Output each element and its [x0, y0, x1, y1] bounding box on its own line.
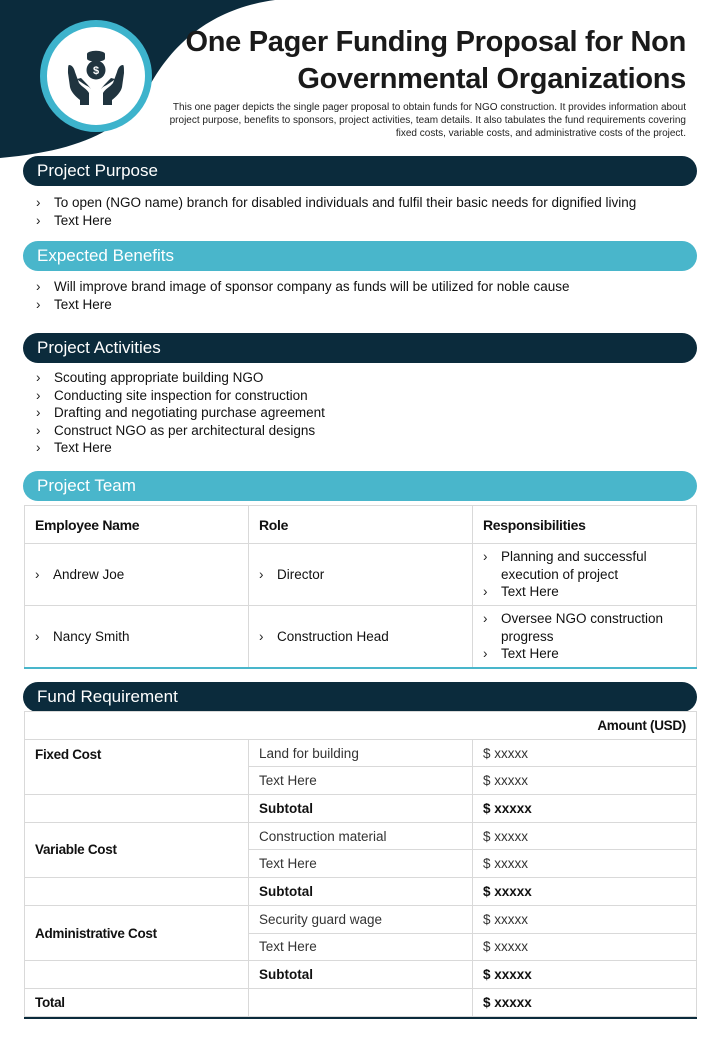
project-activities-list [36, 369, 325, 457]
cost-item-label: Construction material [249, 822, 473, 850]
table-row [25, 822, 697, 850]
cost-group-label: Administrative Cost [25, 905, 249, 960]
chevron-right-icon: › [483, 646, 488, 662]
chevron-right-icon: › [36, 370, 41, 385]
subtotal-row [25, 961, 697, 989]
list-item: › Scouting appropriate building NGO [36, 370, 264, 385]
total-row [25, 988, 697, 1016]
project-team-table [24, 505, 697, 668]
subtotal-row [25, 795, 697, 823]
cost-item-amount: $ xxxxx [473, 767, 697, 795]
table-row [25, 544, 697, 606]
cost-item-label: Land for building [249, 739, 473, 767]
expected-benefits-list [36, 278, 570, 313]
cost-item-amount: $ xxxxx [473, 905, 697, 933]
chevron-right-icon: › [36, 279, 41, 294]
team-table-bottom-rule [24, 667, 697, 669]
cost-item-label: Text Here [249, 850, 473, 878]
cost-item-label: Text Here [249, 767, 473, 795]
cost-group-label: Variable Cost [25, 822, 249, 877]
column-header: Role [249, 506, 473, 544]
hands-holding-coins-icon [65, 45, 127, 107]
project-team-heading: Project Team [23, 471, 697, 501]
employee-name: Nancy Smith [53, 629, 130, 644]
cost-item-label: Text Here [249, 933, 473, 961]
list-item: › Text Here [36, 440, 112, 455]
chevron-right-icon: › [259, 629, 264, 644]
page-title: One Pager Funding Proposal for Non Governmental Organizations [185, 26, 686, 95]
chevron-right-icon: › [36, 387, 41, 403]
project-activities-heading: Project Activities [23, 333, 697, 363]
page-description: This one pager depicts the single pager proposal to obtain funds for NGO construction. It provides information about project purpose, benefits to sponsors, project activities, team details. It also tabulates the fund requirements covering fixed costs, variable costs, and administrative costs of the project. [169, 102, 686, 139]
chevron-right-icon: › [36, 296, 41, 312]
subtotal-amount: $ xxxxx [473, 795, 697, 823]
employee-name: Andrew Joe [53, 567, 125, 582]
responsibilities-cell: › Planning and successful execution of project › Text Here [473, 544, 697, 606]
list-item: › Construct NGO as per architectural designs [36, 422, 316, 438]
chevron-right-icon: › [36, 212, 41, 228]
table-row [25, 905, 697, 933]
subtotal-amount: $ xxxxx [473, 961, 697, 989]
table-row [25, 606, 697, 668]
subtotal-row [25, 878, 697, 906]
project-purpose-list [36, 194, 636, 229]
fund-requirement-table [24, 711, 697, 1017]
total-label: Total [25, 988, 249, 1016]
cost-item-amount: $ xxxxx [473, 822, 697, 850]
cost-item-amount: $ xxxxx [473, 739, 697, 767]
logo-badge [40, 20, 152, 132]
column-header: Responsibilities [473, 506, 697, 544]
list-item: › Drafting and negotiating purchase agreement [36, 405, 325, 420]
list-item: › Text Here [36, 212, 112, 228]
chevron-right-icon: › [35, 629, 40, 644]
table-header-row [25, 506, 697, 544]
svg-text:$: $ [92, 65, 100, 77]
amount-column-header: Amount (USD) [25, 712, 697, 740]
cost-item-amount: $ xxxxx [473, 850, 697, 878]
chevron-right-icon: › [35, 567, 40, 582]
fund-table-bottom-rule [24, 1017, 697, 1019]
cost-group-label: Fixed Cost [25, 739, 249, 794]
chevron-right-icon: › [483, 611, 488, 627]
subtotal-amount: $ xxxxx [473, 878, 697, 906]
employee-role: Construction Head [277, 629, 389, 644]
expected-benefits-heading: Expected Benefits [23, 241, 697, 271]
chevron-right-icon: › [36, 195, 41, 210]
chevron-right-icon: › [36, 405, 41, 420]
list-item: › Text Here [36, 296, 112, 312]
cost-item-amount: $ xxxxx [473, 933, 697, 961]
fund-requirement-heading: Fund Requirement [23, 682, 697, 712]
chevron-right-icon: › [36, 422, 41, 438]
table-row [25, 739, 697, 767]
chevron-right-icon: › [259, 567, 264, 582]
chevron-right-icon: › [483, 549, 488, 565]
project-purpose-heading: Project Purpose [23, 156, 697, 186]
column-header: Employee Name [25, 506, 249, 544]
cost-item-label: Security guard wage [249, 905, 473, 933]
responsibilities-cell: › Oversee NGO construction progress › Text Here [473, 606, 697, 668]
total-amount: $ xxxxx [473, 988, 697, 1016]
subtotal-label: Subtotal [249, 878, 473, 906]
table-header-row [25, 712, 697, 740]
employee-role: Director [277, 567, 325, 582]
subtotal-label: Subtotal [249, 961, 473, 989]
chevron-right-icon: › [483, 584, 488, 600]
list-item: › Conducting site inspection for construction [36, 387, 308, 403]
list-item: › Will improve brand image of sponsor company as funds will be utilized for noble cause [36, 279, 570, 294]
subtotal-label: Subtotal [249, 795, 473, 823]
list-item: › To open (NGO name) branch for disabled individuals and fulfil their basic needs for dignified living [36, 195, 637, 210]
chevron-right-icon: › [36, 440, 41, 455]
